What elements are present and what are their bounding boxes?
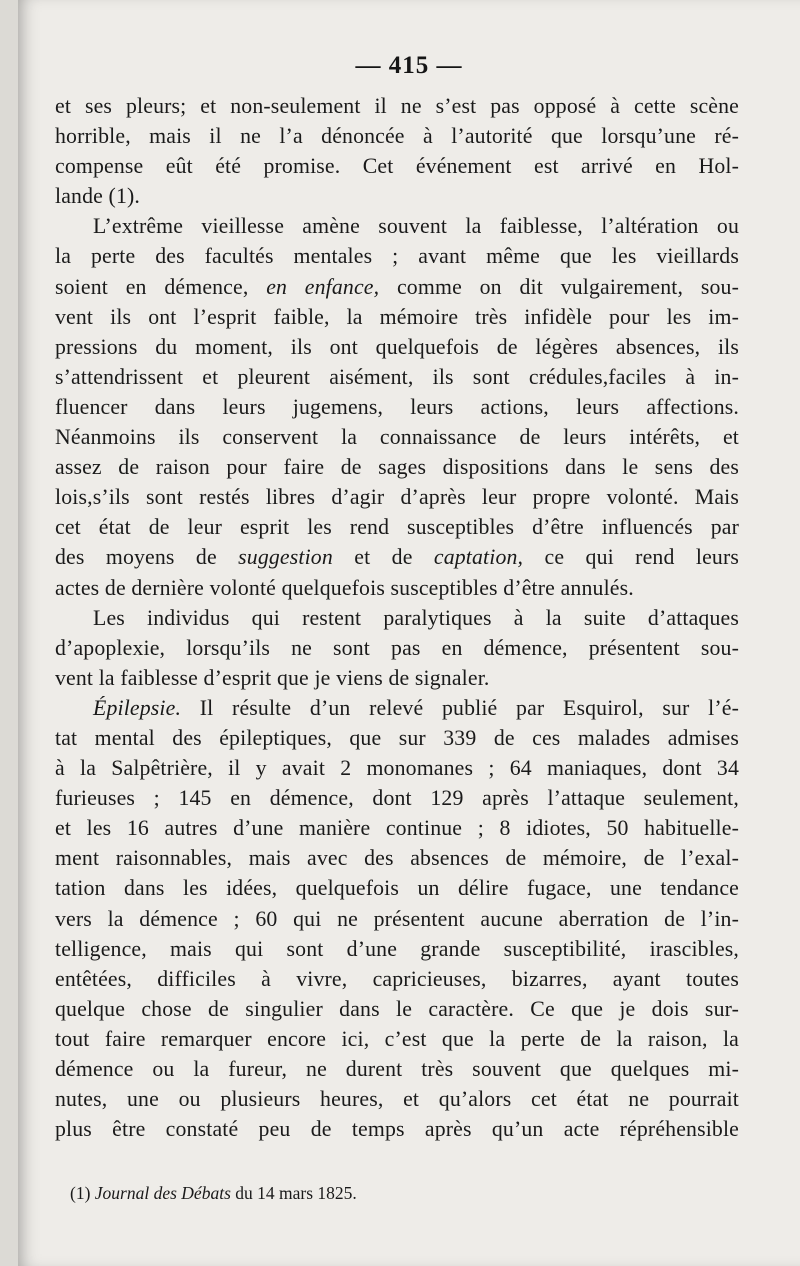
text-segment: s’attendrissent et pleurent aisément, ils sont crédules,faciles à in- — [55, 364, 739, 389]
text-line — [55, 964, 739, 994]
text-segment: telligence, mais qui sont d’une grande susceptibilité, irascibles, — [55, 936, 739, 961]
text-line — [55, 482, 739, 512]
text-segment: tat mental des épileptiques, que sur 339 de ces malades admises — [55, 725, 739, 750]
text-line — [55, 633, 739, 663]
text-line — [55, 332, 739, 362]
text-segment: la perte des facultés mentales ; avant même que les vieillards — [55, 244, 739, 269]
text-line — [55, 813, 739, 843]
text-line — [55, 362, 739, 392]
text-segment: furieuses ; 145 en démence, dont 129 après l’attaque seulement, — [55, 786, 739, 811]
text-segment: quelque chose de singulier dans le caractère. Ce que je dois sur- — [55, 996, 739, 1021]
text-line — [55, 121, 739, 151]
text-line — [55, 1084, 739, 1114]
text-line — [55, 904, 739, 934]
text-segment: cet état de leur esprit les rend susceptibles d’être influencés par — [55, 515, 739, 540]
text-line — [55, 1024, 739, 1054]
text-segment: vent la faiblesse d’esprit que je viens de signaler. — [55, 665, 490, 690]
text-line — [55, 211, 739, 241]
text-segment: et ses pleurs; et non-seulement il ne s’est pas opposé à cette scène — [55, 94, 739, 118]
text-segment: Néanmoins ils conservent la connaissance de leurs intérêts, et — [55, 425, 739, 450]
text-segment: et les 16 autres d’une manière continue ; 8 idiotes, 50 habituelle- — [55, 816, 739, 841]
italic-term: captation, — [433, 545, 524, 570]
text-segment: soient en démence, — [55, 274, 267, 299]
text-segment: vers la démence ; 60 qui ne présentent aucune aberration de l’in- — [55, 906, 739, 931]
text-line — [55, 272, 739, 302]
text-line — [55, 542, 739, 572]
text-segment: et de — [332, 545, 434, 570]
text-segment: ment raisonnables, mais avec des absences de mémoire, de l’exal- — [55, 846, 739, 871]
text-line — [55, 603, 739, 633]
text-line — [55, 91, 739, 121]
page-number: — 415 — — [355, 52, 463, 79]
text-segment: tation dans les idées, quelquefois un délire fugace, une tendance — [55, 876, 739, 901]
text-line — [55, 512, 739, 542]
footnote-rest: du 14 mars 1825. — [230, 1183, 357, 1203]
text-line — [55, 151, 739, 181]
body-text — [55, 91, 739, 1144]
text-segment: Il résulte d’un relevé publié par Esquirol, sur l’é- — [181, 695, 739, 720]
text-line — [55, 873, 739, 903]
text-line — [55, 392, 739, 422]
footnote-source: Journal des Débats — [94, 1183, 231, 1203]
text-segment: fluencer dans leurs jugemens, leurs actions, leurs affections. — [55, 394, 739, 419]
text-line — [55, 753, 739, 783]
text-segment: Les individus qui restent paralytiques à la suite d’attaques — [93, 605, 739, 630]
text-segment: compense eût été promise. Cet événement est arrivé en Hol- — [55, 154, 739, 179]
text-line — [55, 783, 739, 813]
book-page — [18, 0, 800, 1266]
text-segment: démence ou la fureur, ne durent très souvent que quelques mi- — [55, 1057, 739, 1081]
text-segment: comme on dit vulgairement, sou- — [379, 274, 739, 299]
text-segment: d’apoplexie, lorsqu’ils ne sont pas en démence, présentent sou- — [55, 635, 739, 660]
text-segment: vent ils ont l’esprit faible, la mémoire très infidèle pour les im- — [55, 304, 739, 329]
text-segment: horrible, mais il ne l’a dénoncée à l’autorité que lorsqu’une ré- — [55, 124, 739, 149]
text-line — [55, 723, 739, 753]
footnote — [70, 1183, 670, 1204]
text-segment: nutes, une ou plusieurs heures, et qu’alors cet état ne pourrait — [55, 1087, 739, 1112]
italic-term: suggestion — [238, 545, 333, 570]
text-segment: à la Salpêtrière, il y avait 2 monomanes ; 64 maniaques, dont 34 — [55, 756, 739, 781]
text-line — [55, 994, 739, 1024]
text-segment: lois,s’ils sont restés libres d’agir d’après leur propre volonté. Mais — [55, 485, 739, 510]
text-line — [55, 181, 739, 211]
text-line — [55, 1054, 739, 1084]
text-line — [55, 241, 739, 271]
text-line — [55, 663, 739, 693]
text-line — [55, 422, 739, 452]
text-segment: assez de raison pour faire de sages dispositions dans le sens des — [55, 455, 739, 480]
text-line — [55, 693, 739, 723]
text-segment: lande (1). — [55, 184, 141, 209]
text-segment: plus être constaté peu de temps après qu’un acte répréhensible — [55, 1117, 739, 1142]
text-segment: actes de dernière volonté quelquefois susceptibles d’être annulés. — [55, 575, 634, 600]
text-segment: tout faire remarquer encore ici, c’est que la perte de la raison, la — [55, 1026, 739, 1051]
text-line — [55, 573, 739, 603]
text-line — [55, 452, 739, 482]
text-line — [55, 302, 739, 332]
text-line — [55, 843, 739, 873]
italic-term: en enfance, — [266, 274, 380, 299]
text-line — [55, 934, 739, 964]
text-segment: des moyens de — [55, 545, 239, 570]
text-line — [55, 1114, 739, 1144]
footnote-marker: (1) — [70, 1183, 95, 1203]
text-segment: entêtées, difficiles à vivre, capricieuses, bizarres, ayant toutes — [55, 966, 739, 991]
text-segment: pressions du moment, ils ont quelquefois de légères absences, ils — [55, 334, 739, 359]
text-segment: L’extrême vieillesse amène souvent la faiblesse, l’altération ou — [93, 214, 739, 239]
text-segment: ce qui rend leurs — [523, 545, 739, 570]
italic-term: Épilepsie. — [93, 695, 182, 720]
